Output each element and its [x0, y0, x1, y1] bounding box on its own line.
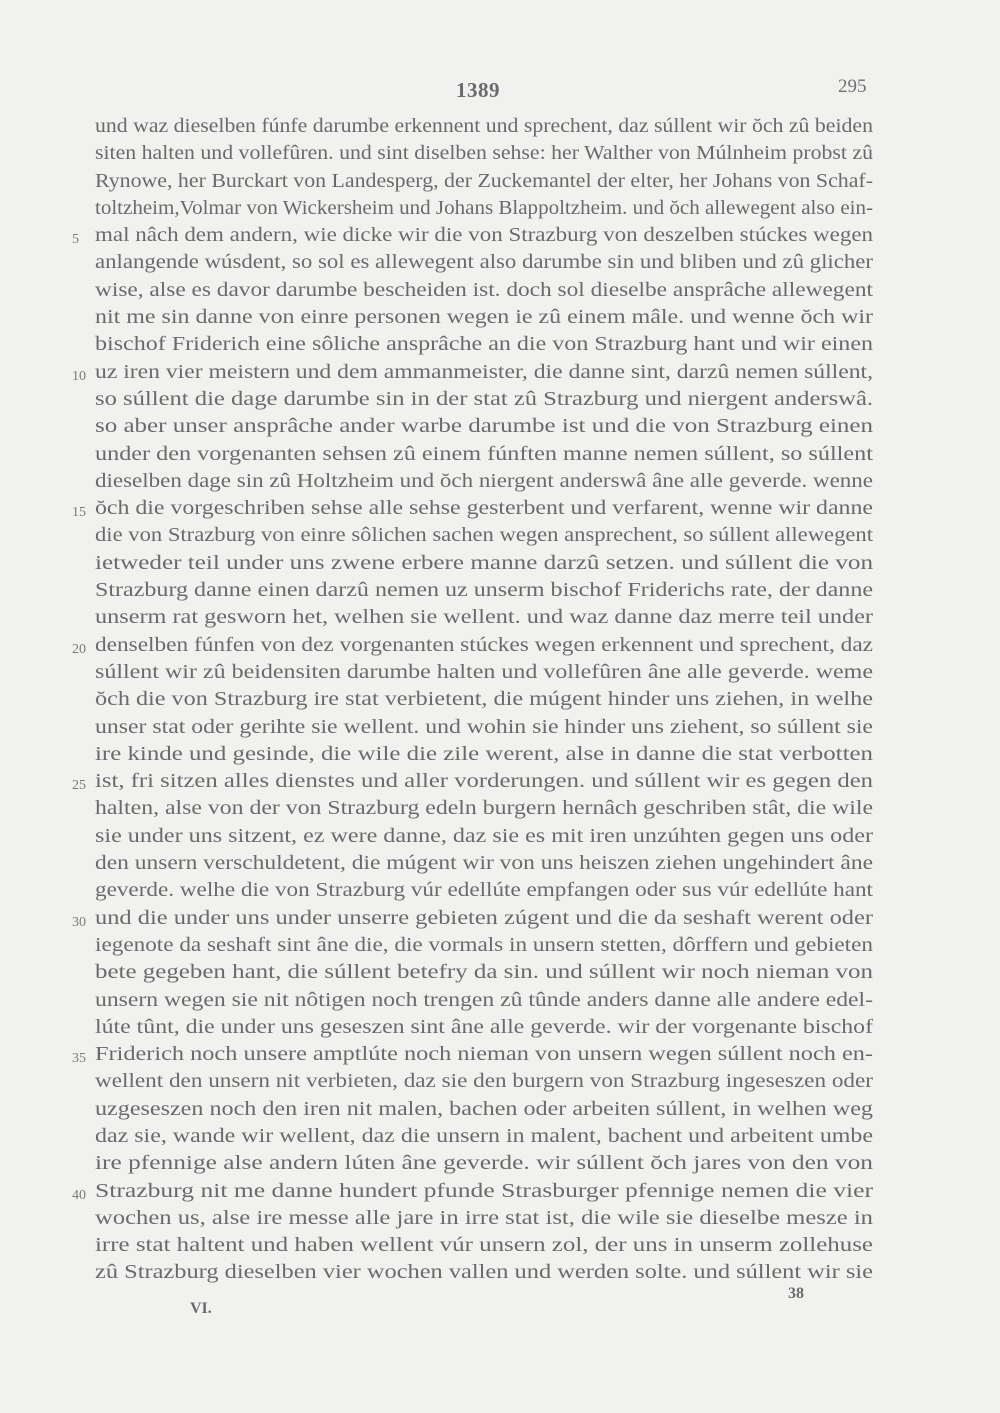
text-line [0, 877, 1000, 904]
text-line [0, 987, 1000, 1014]
line-text: sie under uns sitzent, ez were danne, daz sie es mit iren unzúhten gegen uns oder [95, 824, 873, 847]
line-text: Strazburg nit me danne hundert pfunde Strasburger pfennige nemen die vier [95, 1179, 874, 1202]
line-text: wochen us, alse ire messe alle jare in irre stat ist, die wile sie dieselbe mesze in [95, 1206, 874, 1229]
line-number: 25 [72, 778, 86, 794]
text-line [0, 386, 1000, 413]
text-line [0, 1014, 1000, 1041]
text-line [0, 113, 1000, 140]
line-text: Rynowe, her Burckart von Landesperg, der Zuckemantel der elter, her Johans von Schaf- [95, 169, 873, 192]
line-number: 30 [72, 914, 86, 930]
text-line [0, 823, 1000, 850]
line-text: Strazburg danne einen darzû nemen uz unserm bischof Friderichs rate, der danne [95, 579, 874, 602]
line-text: unserm rat gesworn het, welhen sie wellent. und waz danne daz merre teil under [95, 606, 873, 629]
line-number: 40 [72, 1187, 86, 1203]
line-text: und die under uns under unserre gebieten zúgent und die da seshaft werent oder [95, 906, 873, 929]
text-line [0, 850, 1000, 877]
text-line [0, 495, 1000, 522]
text-line [0, 1041, 1000, 1068]
line-text: ist, fri sitzen alles dienstes und aller vorderungen. und súllent wir es gegen den [95, 770, 874, 793]
line-text: daz sie, wande wir wellent, daz die unsern in malent, bachent und arbeitent umbe [95, 1124, 874, 1147]
line-text: so aber unser ansprâche ander warbe darumbe ist und die von Strazburg einen [95, 415, 874, 438]
text-line [0, 1259, 1000, 1286]
line-text: anlangende wúsdent, so sol es allewegent also darumbe sin und bliben und zû glicher [95, 251, 874, 274]
line-text: ietweder teil under uns zwene erbere manne darzû setzen. und súllent die von [95, 551, 874, 574]
line-text: dieselben dage sin zû Holtzheim und ŏch niergent anderswâ âne alle geverde. wenne [95, 469, 874, 492]
line-text: ŏch die vorgeschriben sehse alle sehse gesterbent und verfarent, wenne wir danne [95, 497, 873, 520]
line-number: 15 [72, 505, 86, 521]
line-text: denselben fúnfen von dez vorgenanten stúckes wegen erkennent und sprechent, daz [95, 633, 874, 656]
text-line [0, 1178, 1000, 1205]
text-line [0, 1150, 1000, 1177]
volume-mark: VI. [190, 1300, 212, 1317]
text-line [0, 1096, 1000, 1123]
page-number: 295 [838, 76, 867, 97]
text-line [0, 714, 1000, 741]
line-text: die von Strazburg von einre sôlichen sachen wegen ansprechent, so súllent allewegent [95, 524, 873, 547]
text-line [0, 959, 1000, 986]
line-number: 10 [72, 368, 86, 384]
body-text [0, 113, 1000, 1287]
text-line [0, 168, 1000, 195]
text-line [0, 140, 1000, 167]
line-text: súllent wir zû beidensiten darumbe halten und vollefûren âne alle geverde. weme [95, 660, 873, 683]
line-text: bischof Friderich eine sôliche ansprâche an die von Strazburg hant und wir einen [95, 333, 874, 356]
text-line [0, 659, 1000, 686]
text-line [0, 795, 1000, 822]
text-line [0, 522, 1000, 549]
text-line [0, 359, 1000, 386]
text-line [0, 277, 1000, 304]
running-head-year: 1389 [456, 78, 500, 102]
line-text: iegenote da seshaft sint âne die, die vormals in unsern stetten, dôrffern und gebieten [95, 933, 873, 956]
text-line [0, 741, 1000, 768]
signature-mark: 38 [788, 1285, 804, 1302]
text-line [0, 413, 1000, 440]
text-line [0, 577, 1000, 604]
line-text: wellent den unsern nit verbieten, daz sie den burgern von Strazburg ingeseszen oder [95, 1070, 873, 1093]
line-text: siten halten und vollefûren. und sint diselben sehse: her Walther von Múlnheim probst zû [95, 142, 874, 165]
line-text: unsern wegen sie nit nôtigen noch trengen zû tûnde anders danne alle andere edel- [95, 988, 873, 1011]
text-line [0, 905, 1000, 932]
line-number: 35 [72, 1051, 86, 1067]
text-line [0, 1123, 1000, 1150]
line-text: den unsern verschuldetent, die múgent wir von uns heiszen ziehen ungehindert âne [95, 852, 873, 875]
text-line [0, 768, 1000, 795]
text-line [0, 604, 1000, 631]
line-text: uz iren vier meistern und dem ammanmeister, die danne sint, darzû nemen súllent, [95, 360, 874, 383]
line-number: 20 [72, 641, 86, 657]
text-line [0, 441, 1000, 468]
line-text: bete gegeben hant, die súllent betefry da sin. und súllent wir noch nieman von [95, 961, 873, 984]
text-line [0, 932, 1000, 959]
line-text: ire pfennige alse andern lúten âne geverde. wir súllent ŏch jares von den von [95, 1152, 873, 1175]
text-line [0, 686, 1000, 713]
line-text: wise, alse es davor darumbe bescheiden ist. doch sol dieselbe ansprâche allewegent [95, 278, 873, 301]
line-text: irre stat haltent und haben wellent vúr unsern zol, der uns in unserm zollehuse [95, 1234, 873, 1257]
line-text: Friderich noch unsere amptlúte noch nieman von unsern wegen súllent noch en- [95, 1043, 873, 1066]
text-line [0, 249, 1000, 276]
line-text: toltzheim,Volmar von Wickersheim und Johans Blappoltzheim. und ŏch allewegent also ein- [95, 196, 874, 219]
line-text: unser stat oder gerihte sie wellent. und wohin sie hinder uns ziehent, so súllent sie [95, 715, 873, 738]
line-text: uzgeseszen noch den iren nit malen, bachen oder arbeiten súllent, in welhen weg [95, 1097, 873, 1120]
line-text: zû Strazburg dieselben vier wochen vallen und werden solte. und súllent wir sie [95, 1261, 873, 1284]
text-line [0, 1232, 1000, 1259]
line-text: mal nâch dem andern, wie dicke wir die von Strazburg von deszelben stúckes wegen [95, 224, 874, 247]
text-line [0, 1068, 1000, 1095]
line-text: und waz dieselben fúnfe darumbe erkennent und sprechent, daz súllent wir ŏch zû beiden [95, 115, 873, 137]
line-text: lúte tûnt, die under uns geseszen sint âne alle geverde. wir der vorgenante bischof [95, 1015, 874, 1038]
text-line [0, 222, 1000, 249]
text-line [0, 195, 1000, 222]
line-text: nit me sin danne von einre personen wegen ie zû einem mâle. und wenne ŏch wir [95, 306, 874, 329]
line-text: so súllent die dage darumbe sin in der stat zû Strazburg und niergent anderswâ. [95, 387, 874, 410]
line-text: under den vorgenanten sehsen zû einem fúnften manne nemen súllent, so súllent [95, 442, 873, 465]
text-line [0, 632, 1000, 659]
line-text: ŏch die von Strazburg ire stat verbietent, die múgent hinder uns ziehen, in welhe [95, 688, 873, 711]
text-line [0, 550, 1000, 577]
line-text: ire kinde und gesinde, die wile die zile werent, alse in danne die stat verbotten [95, 742, 873, 765]
text-line [0, 331, 1000, 358]
text-line [0, 304, 1000, 331]
line-text: geverde. welhe die von Strazburg vúr edellúte empfangen oder sus vúr edellúte hant [95, 879, 873, 902]
text-line [0, 468, 1000, 495]
text-line [0, 1205, 1000, 1232]
line-number: 5 [72, 232, 79, 248]
line-text: halten, alse von der von Strazburg edeln burgern hernâch geschriben stât, die wile [95, 797, 874, 820]
